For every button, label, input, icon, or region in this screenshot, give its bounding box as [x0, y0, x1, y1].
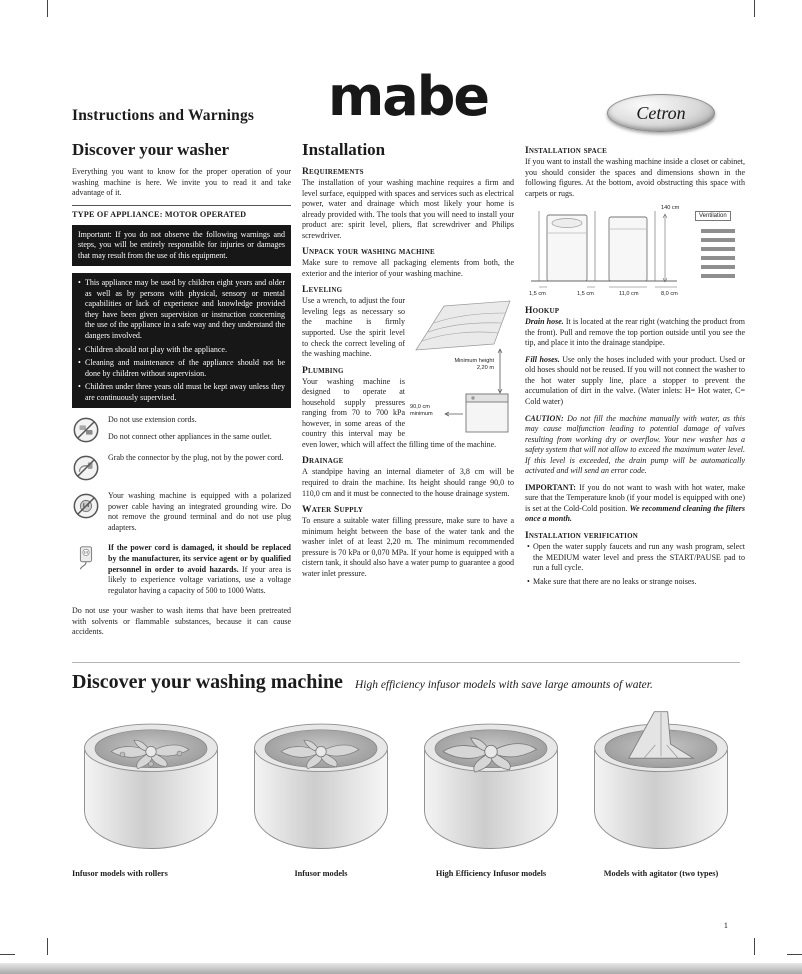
- crop-mark: [754, 0, 755, 17]
- grounded-plug-icon: [72, 491, 102, 539]
- intro-paragraph: Everything you want to know for the proper operation of your washing machine is here. We invite you to read it and take advantage of it.: [72, 167, 291, 198]
- cetron-logo-text: Cetron: [636, 102, 686, 123]
- drainage-heading: Drainage: [302, 456, 344, 467]
- leveling-text: Use a wrench, to adjust the four leveling legs as necessary so the machine is firmly supported. Use the spirit level to check the correct leveling of the washing machine.: [302, 296, 405, 359]
- installation-space-text: If you want to install the washing machine inside a closet or cabinet, you should consider the spaces and dimensions shown in the following figures. At the bottom, avoid obstructing this space with carpets or rugs.: [525, 157, 745, 198]
- warning-row-damaged-cord: [72, 543, 291, 602]
- type-of-appliance-heading: TYPE OF APPLIANCE: MOTOR OPERATED: [72, 205, 291, 219]
- figure-caption: High Efficiency Infusor models: [435, 869, 547, 878]
- dim-label: 1,5 cm: [529, 291, 546, 298]
- left-column: [72, 140, 291, 644]
- safety-bullet: • Children under three years old must be kept away unless they are continuously supervised.: [78, 382, 285, 403]
- dim-label: 11,0 cm: [619, 291, 639, 298]
- plumbing-text: Your washing machine is designed to operate at household supply pressures ranging from 70 to 700 kPa however, in some areas of the country this interval may be even lower, which will affect the filling time of the machine.: [302, 376, 497, 449]
- ventilation-label: Ventilation: [695, 211, 731, 221]
- warning-text: Grab the connector by the plug, not by the power cord.: [108, 453, 284, 463]
- infusor-illustration: [245, 706, 397, 858]
- discover-machine-section: [72, 662, 740, 878]
- installation-title: Installation: [302, 140, 386, 159]
- warning-text: Your washing machine is equipped with a polarized power cable having an integrated grounding wire. Do not remove the ground terminal and do not use plug adapters.: [108, 491, 291, 532]
- figure-caption: Infusor models: [294, 869, 348, 878]
- washer-model-figure: [242, 706, 400, 878]
- important-text: If you do not want to wash with hot water, make sure that the Temperature knob (if your model is equipped with one) is set at the Cold-Cold position.: [525, 482, 745, 513]
- verification-bullet: • Open the water supply faucets and run any wash program, select the MEDIUM water level and press the START/PAUSE pad to run a full cycle.: [525, 542, 745, 574]
- middle-column: [302, 140, 514, 644]
- page-number: 1: [723, 920, 728, 930]
- min-depth-label: 90,0 cm minimum: [410, 404, 433, 417]
- requirements-text: The installation of your washing machine requires a firm and level surface, equipped with spaces and services such as electrical power, water and drainage which most likely your home is already provided with. The tools that you will need to install your product are: spirit level, pliers, flat screwdriver and Philips screwdriver.: [302, 178, 514, 240]
- washer-model-figure: [72, 706, 230, 878]
- water-supply-heading: Water Supply: [302, 505, 364, 516]
- drain-hose-lead: Drain hose.: [525, 317, 564, 327]
- caution-text: Do not fill the machine manually with water, as this may cause malfunction leading to potential damage of valves resulting from working dry or overflow. Your new washer has a safety system that will not allow to exceed the maximum water level. If this level is exceeded, the drain pump will be automatically activated and will send an error code.: [525, 413, 745, 476]
- figure-caption: Infusor models with rollers: [72, 869, 168, 878]
- verification-bullet: • Make sure that there are no leaks or strange noises.: [525, 577, 745, 588]
- important-lead: IMPORTANT:: [525, 482, 576, 492]
- unpack-heading: Unpack your washing machine: [302, 247, 435, 258]
- no-extension-cords-icon: [72, 415, 102, 449]
- fill-hoses-text: Use only the hoses included with your product. Used or old hoses should not be reused. If you will not connect the washer to the hot water supply line, place a stopper to prevent the accumulation of dirt in the valve. (Water inlets: H= Hot water, C= Cold water): [525, 354, 745, 407]
- crop-mark: [47, 0, 48, 17]
- safety-bullet: • Cleaning and maintenance of the appliance should not be done by children without supervision.: [78, 358, 285, 379]
- right-column: [525, 140, 745, 644]
- important-note: We recommend cleaning the filters once a month.: [525, 503, 745, 524]
- closing-note: Do not use your washer to wash items that have been pretreated with solvents or flammable substances, because it can cause accidents.: [72, 606, 291, 637]
- warning-text-rest: If your area is likely to experience voltage variations, use a voltage regulator having a capacity of 500 to 1000 Watts.: [108, 564, 291, 595]
- discover-washer-title: Discover your washer: [72, 140, 230, 159]
- warning-text: Do not connect other appliances in the same outlet.: [108, 431, 272, 441]
- drainage-text: A standpipe having an internal diameter of 3,8 cm will be required to drain the machine. Its height should range 90,0 to 110,0 cm and it must be connected to the house drainage system.: [302, 467, 514, 498]
- crop-mark: [0, 954, 15, 955]
- warning-row-grounding: [72, 491, 291, 539]
- agitator-illustration: [585, 706, 737, 858]
- requirements-heading: Requirements: [302, 167, 364, 177]
- power-plug-icon: [72, 543, 102, 602]
- installation-space-figure: [525, 205, 745, 301]
- dim-label: 8,0 cm: [661, 291, 678, 298]
- mabe-logo: mabe: [328, 65, 488, 128]
- warning-text: [108, 543, 291, 596]
- caution-lead: CAUTION:: [525, 413, 564, 423]
- fill-hoses-lead: Fill hoses.: [525, 354, 560, 364]
- warning-row-extension-cords: [72, 415, 291, 449]
- crop-mark: [754, 938, 755, 955]
- min-height-label: Minimum height 2,20 m: [454, 358, 494, 371]
- important-warning-box: Important: If you do not observe the following warnings and steps, you will be entirely responsible for injuries or damages that may result from the use of this equipment.: [72, 225, 291, 267]
- washer-model-figure: [412, 706, 570, 878]
- warning-row-pull-by-plug: [72, 453, 291, 487]
- safety-bullet: • This appliance may be used by children eight years and older as well as by persons with physical, sensory or mental capabilities or lack of experience and knowledge provided they have been given supervision or instruction concerning the use of the appliance in a safe way and they understand the dangers involved.: [78, 278, 285, 341]
- leveling-heading: Leveling: [302, 285, 343, 296]
- infusor-rollers-illustration: [75, 706, 227, 858]
- content-columns: [72, 140, 745, 644]
- bottom-subtitle: High efficiency infusor models with save large amounts of water.: [354, 679, 653, 691]
- document-title: Instructions and Warnings: [72, 107, 255, 124]
- bottom-heading-row: [72, 671, 740, 694]
- unpack-text: Make sure to remove all packaging elements from both, the exterior and the interior of your washing machine.: [302, 258, 514, 278]
- installation-space-heading: Installation space: [525, 146, 608, 156]
- bottom-title: Discover your washing machine: [72, 671, 343, 693]
- leveling-figure: [410, 296, 514, 436]
- washer-model-figure: [582, 706, 740, 878]
- safety-warning-box: [72, 273, 291, 408]
- drain-hose-text: It is located at the rear right (watching the product from the front). Pull and remove the top portion outside until you see the tip, and place it into the drainage standpipe.: [525, 317, 745, 348]
- water-supply-text: To ensure a suitable water filling pressure, make sure to have a minimum height between the base of the water tank and the washer inlet of at least 2,20 m. The minimum recommended pressure is 70 kPa or 0,070 MPa. If your home is equipped with a cistern tank, it should also have a water pump to guarantee a good water inlet pressure.: [302, 516, 514, 578]
- cetron-logo: [607, 94, 715, 132]
- warning-text: Do not use extension cords.: [108, 415, 197, 425]
- caution-paragraph: [525, 414, 745, 477]
- pull-by-plug-icon: [72, 453, 102, 487]
- plumbing-heading: Plumbing: [302, 365, 344, 376]
- important-paragraph: [525, 483, 745, 525]
- fill-hoses-paragraph: [525, 355, 745, 408]
- page-edge-strip: [0, 963, 802, 974]
- crop-mark: [787, 954, 802, 955]
- warning-text-bold: If the power cord is damaged, it should be replaced by the manufacturer, its service agent or by qualified personnel in order to avoid hazards.: [108, 543, 291, 574]
- height-dim-label: 140 cm: [661, 205, 680, 212]
- crop-mark: [47, 938, 48, 955]
- dim-label: 1,5 cm: [577, 291, 594, 298]
- figure-caption: Models with agitator (two types): [603, 869, 719, 878]
- safety-bullet: • Children should not play with the appliance.: [78, 345, 285, 356]
- hookup-heading: Hookup: [525, 306, 560, 317]
- washer-models-row: [72, 706, 740, 878]
- high-efficiency-infusor-illustration: [415, 706, 567, 858]
- drain-hose-paragraph: [525, 317, 745, 349]
- installation-verification-heading: Installation verification: [525, 531, 638, 542]
